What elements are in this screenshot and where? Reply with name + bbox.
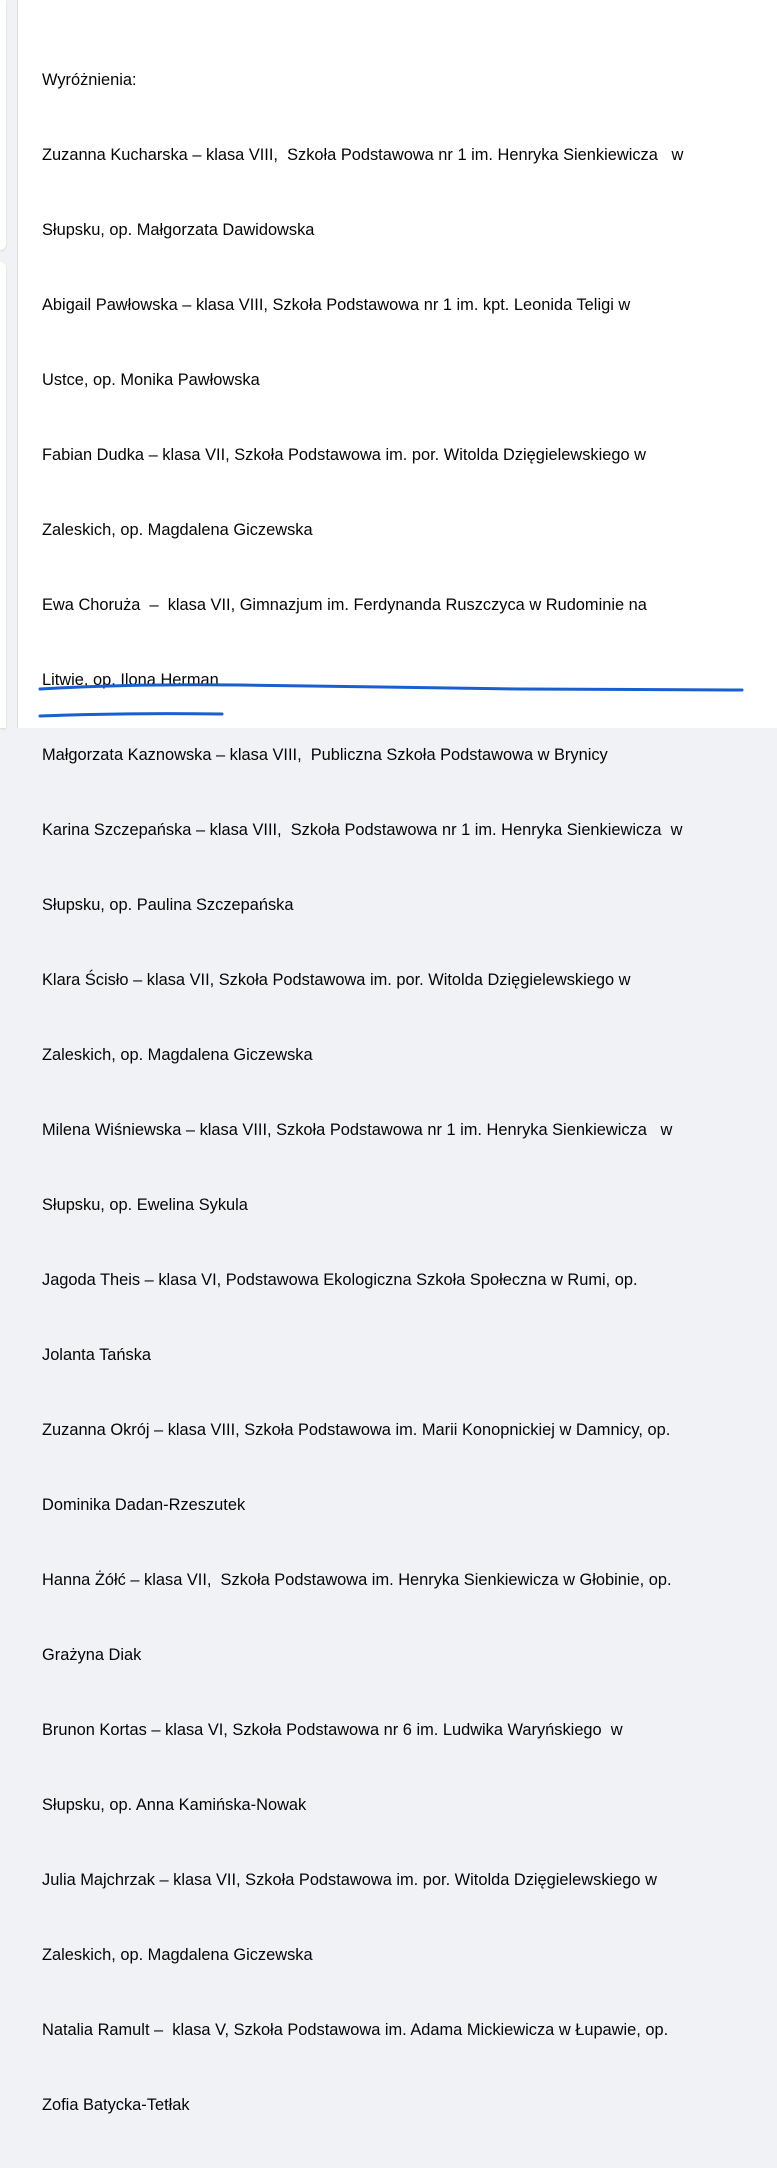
post-line: Zaleskich, op. Magdalena Giczewska: [42, 1946, 313, 1964]
post-line: Słupsku, op. Paulina Szczepańska: [42, 896, 294, 914]
post-line: Jolanta Tańska: [42, 1346, 152, 1364]
post-line: Zuzanna Kucharska – klasa VIII, Szkoła Podstawowa nr 1 im. Henryka Sienkiewicza w: [42, 146, 684, 164]
left-card-top: [0, 0, 6, 250]
post-text: [42, 18, 762, 2168]
post-card: [17, 0, 777, 2114]
post-line: Hanna Żółć – klasa VII, Szkoła Podstawowa im. Henryka Sienkiewicza w Głobinie, op.: [42, 1571, 672, 1589]
post-line: Ewa Choruża – klasa VII, Gimnazjum im. Ferdynanda Ruszczyca w Rudominie na: [42, 596, 647, 614]
post-line: Słupsku, op. Anna Kamińska-Nowak: [42, 1796, 307, 1814]
post-line: Brunon Kortas – klasa VI, Szkoła Podstawowa nr 6 im. Ludwika Waryńskiego w: [42, 1721, 623, 1739]
post-line-heading: Wyróżnienia:: [42, 71, 137, 89]
post-line-highlighted: Zofia Batycka-Tetłak: [42, 2096, 190, 2114]
post-line: Dominika Dadan-Rzeszutek: [42, 1496, 246, 1514]
post-line: Abigail Pawłowska – klasa VIII, Szkoła Podstawowa nr 1 im. kpt. Leonida Teligi w: [42, 296, 631, 314]
post-line: Julia Majchrzak – klasa VII, Szkoła Podstawowa im. por. Witolda Dzięgielewskiego w: [42, 1871, 657, 1889]
post-line: Małgorzata Kaznowska – klasa VIII, Publiczna Szkoła Podstawowa w Brynicy: [42, 746, 608, 764]
post-line: Słupsku, op. Małgorzata Dawidowska: [42, 221, 315, 239]
post-line: Zaleskich, op. Magdalena Giczewska: [42, 1046, 313, 1064]
post-line: Milena Wiśniewska – klasa VIII, Szkoła Podstawowa nr 1 im. Henryka Sienkiewicza w: [42, 1121, 673, 1139]
post-line: Litwie, op. Ilona Herman: [42, 671, 219, 689]
post-line: Klara Ścisło – klasa VII, Szkoła Podstawowa im. por. Witolda Dzięgielewskiego w: [42, 971, 631, 989]
post-line: Karina Szczepańska – klasa VIII, Szkoła Podstawowa nr 1 im. Henryka Sienkiewicza w: [42, 821, 683, 839]
post-line: Grażyna Diak: [42, 1646, 142, 1664]
post-line-highlighted: Natalia Ramult – klasa V, Szkoła Podstawowa im. Adama Mickiewicza w Łupawie, op.: [42, 2021, 669, 2039]
post-line: Zuzanna Okrój – klasa VIII, Szkoła Podstawowa im. Marii Konopnickiej w Damnicy, op.: [42, 1421, 671, 1439]
post-line: Ustce, op. Monika Pawłowska: [42, 371, 260, 389]
left-card-bottom: [0, 262, 6, 728]
post-line: Zaleskich, op. Magdalena Giczewska: [42, 521, 313, 539]
post-line: Słupsku, op. Ewelina Sykula: [42, 1196, 248, 1214]
post-line: Fabian Dudka – klasa VII, Szkoła Podstawowa im. por. Witolda Dzięgielewskiego w: [42, 446, 647, 464]
post-line: Jagoda Theis – klasa VI, Podstawowa Ekologiczna Szkoła Społeczna w Rumi, op.: [42, 1271, 638, 1289]
